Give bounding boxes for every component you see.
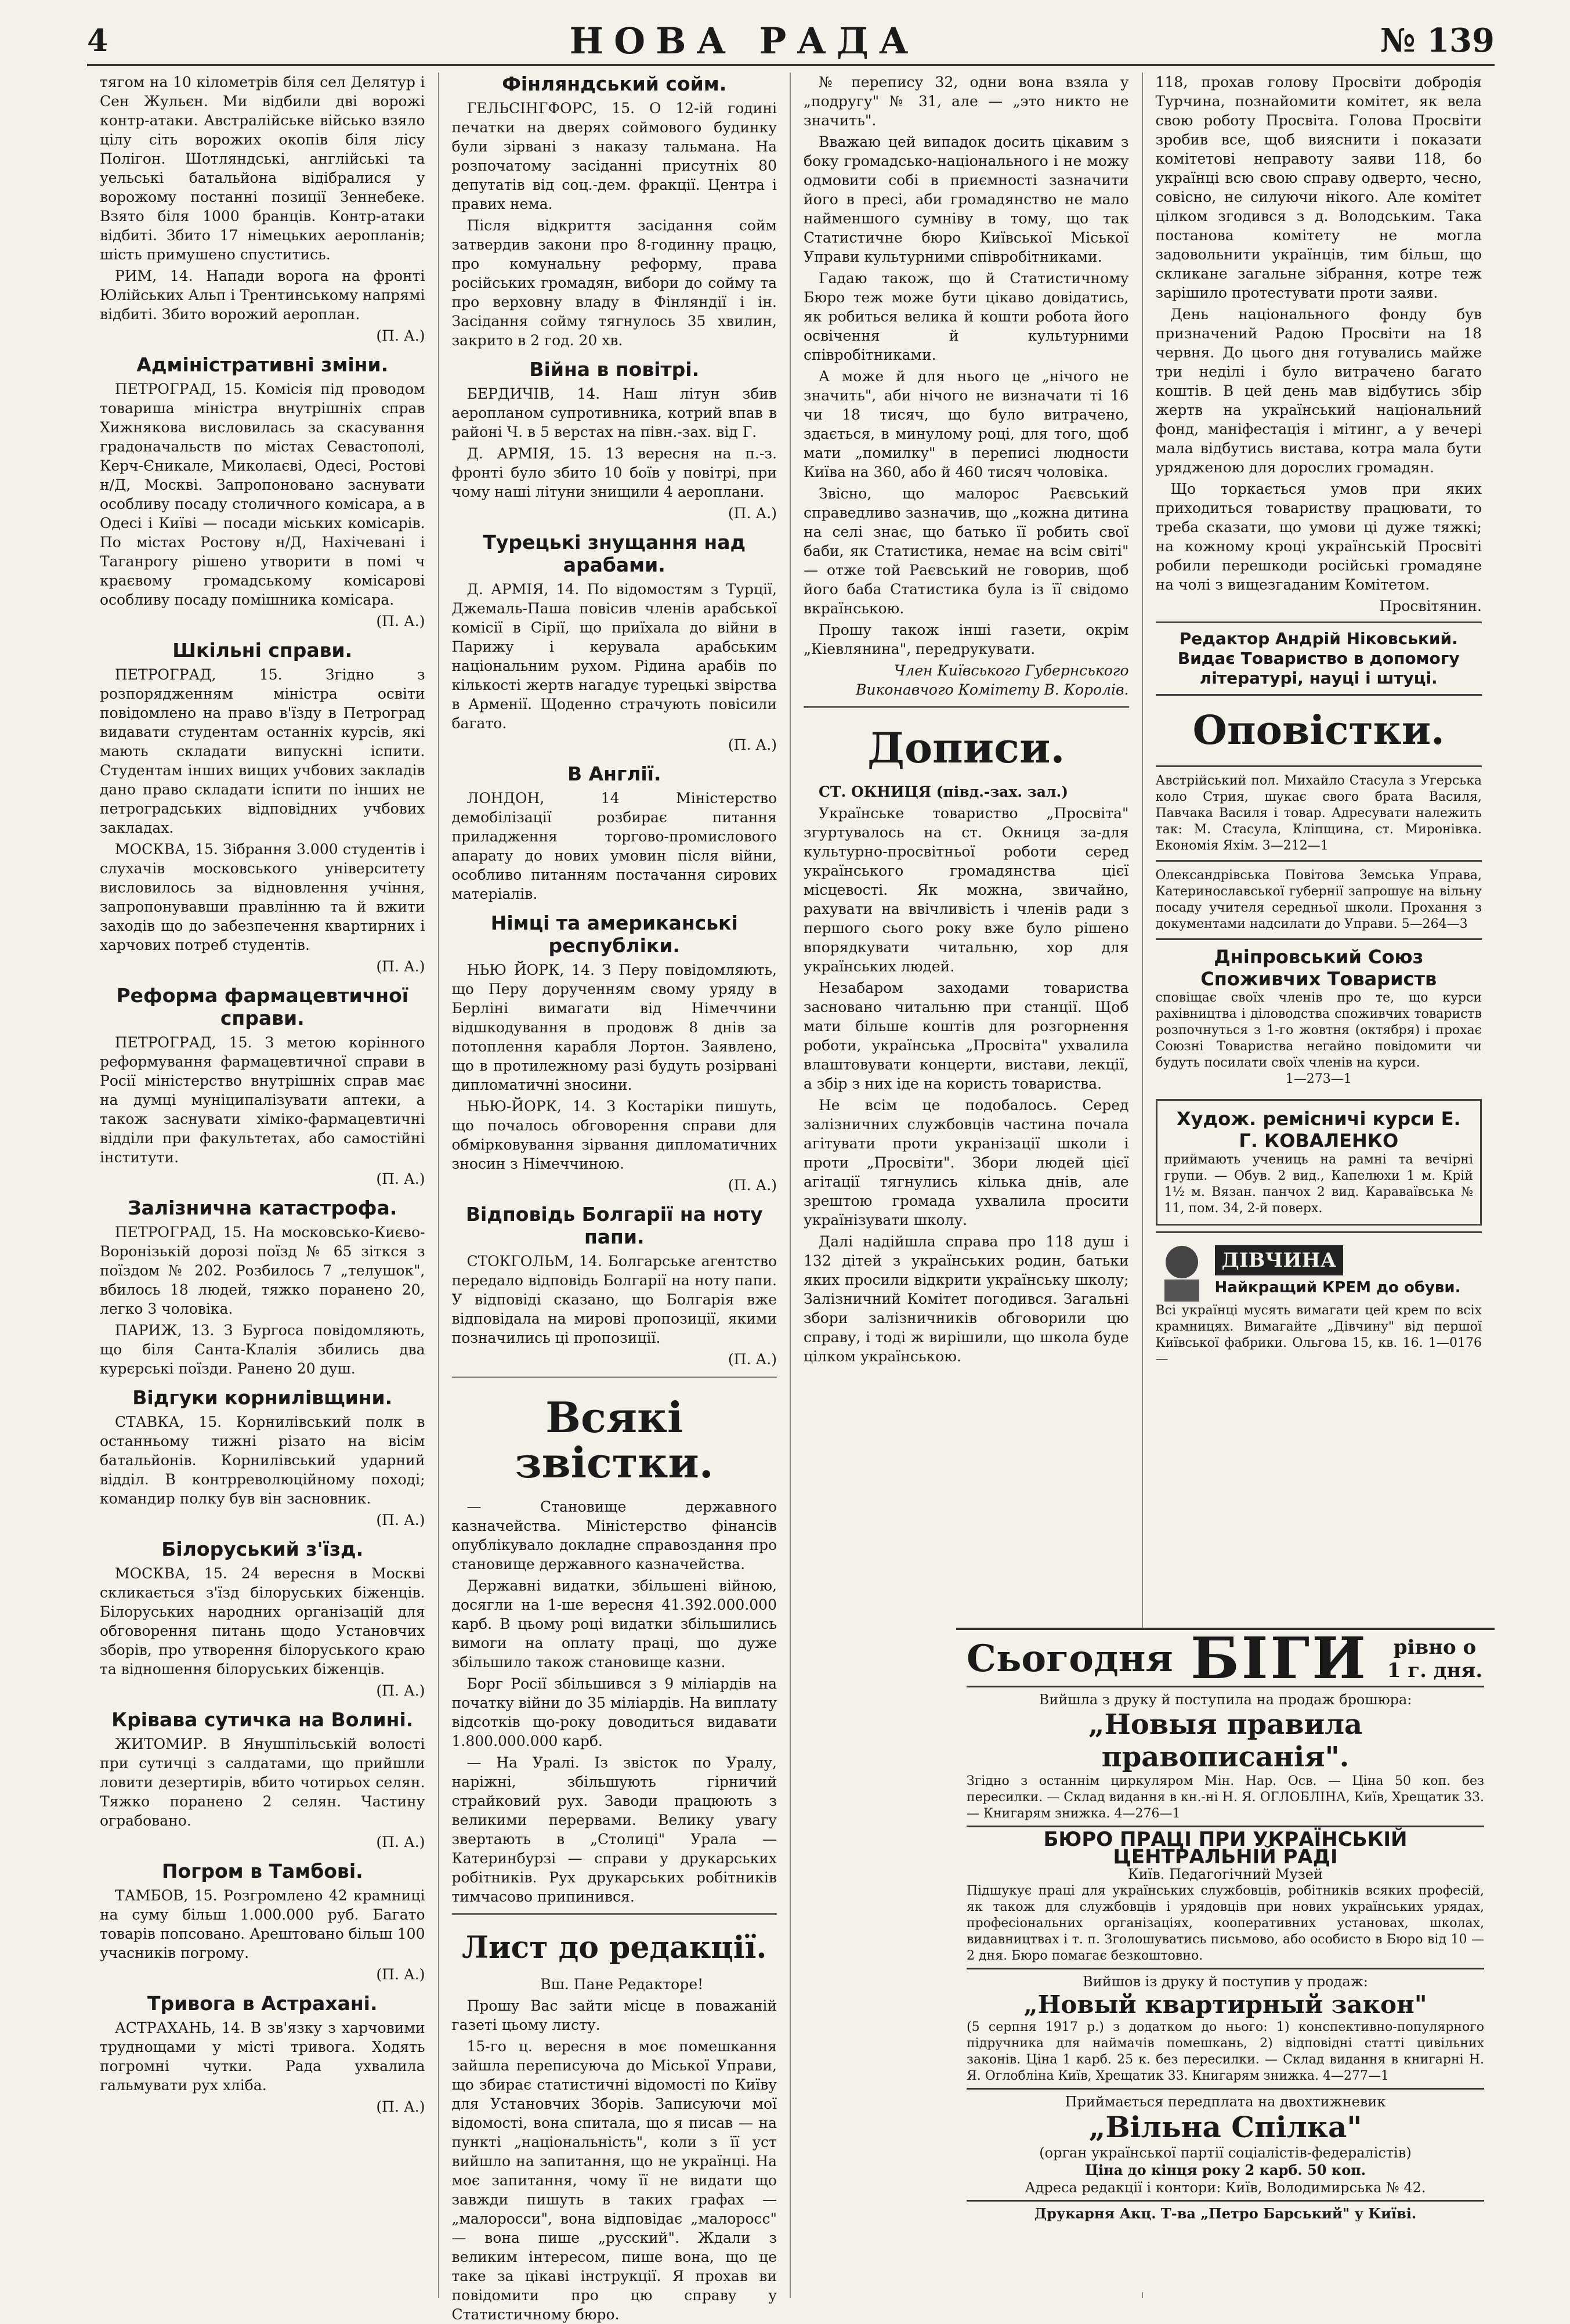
- article-text: Прошу також інші газети, окрім „Кіевлянина", передрукувати.: [804, 621, 1129, 657]
- article-text: 15-го ц. вересня в моє помешкання зайшла переписуюча до Міської Управи, що збирає статистичні відомості по Київу для Установчих Зборів. Записуючи мої відомості, вона спитала, що я писав — на пункті „національність", коли з її уст вийшло на запитання, що не українці. На моє запитання, чому її не видати що завжди пишуть в таких графах — „малоросси", вона відповідає „малоросс" — вона пише „русский". Ждали з великим інтересом, пише вона, що це таке за цікаві інструкції. Я прохав ви повідомити про цю справу у Статистичному бюро.: [451, 2038, 777, 2323]
- article-text: Не всім це подобалось. Серед залізничних службовців частина почала агітувати проти укранізації школи і проти „Просвіти". Збори людей цієї агітації тягнулись кілька днів, але зрештою громада ухвалила просити українізувати школу.: [804, 1097, 1129, 1228]
- ads-header: [1156, 694, 1482, 765]
- banner-time: рівно о 1 г. дня.: [1387, 1636, 1483, 1682]
- divider: [452, 1913, 777, 1915]
- ad-block: [1156, 860, 1482, 938]
- ads-title: Оповістки.: [1192, 707, 1445, 754]
- ad-text: (5 серпня 1917 р.) з додатком до нього: 1) конспективно-популярного підручника для наймачів помешкань, 2) відповідні статті цивільних законів. Ціна 1 карб. 25 к. без пересилки. — Склад видання в книгарні Н. Я. Оглобліна Київ, Хрещатик 33. Книгарям знижка. 4—277—1: [967, 2020, 1484, 2083]
- article-headline: Війна в повітрі.: [529, 358, 700, 381]
- article-text: Звісно, що малорос Раєвський справедливо зазначив, що „кожна дитина на селі знає, що батько її робить свої баби, як Статистика, немає на всім світі" — отже той Раєвський не говорив, щоб його баба Статистика була із її свідомо вкраїнською.: [804, 485, 1129, 617]
- article-text: СТАВКА, 15. Корнилівський полк в останньому тижні різато на вісім батальйонів. Корнилівський ударний відділ. В контрреволюційному поході; командир полку був він засновник.: [100, 1414, 425, 1507]
- article-text: ЖИТОМИР. В Янушпільській волості при сутичці з салдатами, що прийшли ловити дезертирів, вбито чотирьох селян. Тяжко поранено 2 селян. Частину ограбовано.: [100, 1736, 425, 1829]
- ad-labour-bureau: [967, 1826, 1484, 1964]
- girl-portrait-icon: [1156, 1239, 1208, 1303]
- article-headline: Тривога в Астрахані.: [147, 1992, 378, 2015]
- divider: [804, 706, 1129, 708]
- article-source: (П. А.): [376, 1512, 425, 1528]
- article-text: — Становище державного казначейства. Міністерство фінансів опублікувало докладне справоздання про становище державного казначейства.: [451, 1498, 777, 1573]
- article-text: Вважаю цей випадок досить цікавим з боку громадсько-національного і не можу одмовити собі в приємності зазначити його в пресі, аби громадянство не мало найменшого сумніву в тому, що так Статистичне бюро Київської Міської Управи культурними співробітниками.: [804, 133, 1129, 265]
- issue-number: № 139: [1380, 21, 1495, 60]
- article-headline: Відгуки корнилівщини.: [132, 1386, 393, 1409]
- article-text: День національного фонду був призначений Радою Просвіти на 18 червня. До цього дня готувались майже три неділі і було витрачено багато коштів. В цей день мав відбутись збір жертв на український національний фонд, маніфестація і мітинг, а у вечері мала відбутись вистава, котра мала бути урядженою для дорослих громадян.: [1155, 306, 1482, 476]
- article-source: (П. А.): [376, 613, 425, 630]
- article-headline: Шкільні справи.: [172, 639, 353, 662]
- article-source: (П. А.): [376, 1834, 425, 1850]
- ad-text: Всі українці мусять вимагати цей крем по всіх крамницях. Вимагайте „Дівчину" від першої Київської фабрики. Ольгова 15, кв. 16. 1—0176—: [1155, 1303, 1482, 1367]
- article-headline: Фінляндський сойм.: [502, 73, 727, 95]
- article-text: Що торкається умов при яких приходиться товариству працювати, то треба сказати, що умови ці дуже тяжкі; на кожному кроці українській Просвіті робили перешкоди російські громадяне на чолі з вищезгаданим Комітетом.: [1155, 480, 1482, 593]
- ad-block: [1156, 765, 1482, 860]
- letter-signature: Член Київського Губернського Виконавчого Комітету В. Королів.: [855, 662, 1129, 698]
- ad-housing-law: [967, 1968, 1484, 2084]
- article-text: НЬЮ ЙОРК, 14. З Перу повідомляють, що Перу дорученням свому уряду в Берліні вимагати від Німеччини відшкодування в продовж 8 днів за потоплення карабля Лортон. Заявлено, що в протилежному разі будуть розірвані дипломатичні зносини.: [451, 962, 777, 1093]
- article-text: ПЕТРОГРАД, 15. Комісія під проводом товариша міністра внутрішніх справ Хижнякова висловилась за скасування градоначальств по містах Севастополі, Керч-Єникале, Миколаєві, Одесі, Ростові н/Д, Москві. Запропоновано заснувати особливу посаду столичного комісара, а в Одесі і Київі — посади міських комісарів. По містах Ростову н/Д, Нахічевані і Таганрогу рішено утворити в помі ч краєвому громадському комісарові особливу посаду помішника комісара.: [100, 381, 425, 608]
- ad-address: Адреса редакції і контори: Київ, Володимирська № 42.: [1025, 2180, 1426, 2196]
- article-text: ПЕТРОГРАД, 15. На московсько-Києво-Воронізькій дорозі поїзд № 65 зіткся з поїздом № 202. Розбилось 7 „телушок", вбилось 18 людей, тяжко поранено 20, легко 3 чоловіка.: [100, 1224, 425, 1317]
- article-text: Незабаром заходами товариства засновано читальню при станції. Щоб мати більше коштів для розгорнення роботи, українська „Просвіта" ухвалила влаштовувати концерти, вистави, лекції, а збір з них іде на користь товариства.: [804, 980, 1129, 1092]
- ad-block: [1156, 938, 1482, 1093]
- article-source: (П. А.): [376, 1170, 425, 1187]
- article-text: БЕРДИЧІВ, 14. Наш літун збив аеропланом супротивника, котрий впав в районі Ч. в 5 верстах на півн.-зах. від Г.: [451, 385, 777, 440]
- article-source: (П. А.): [728, 736, 777, 753]
- ad-brand: ДІВЧИНА: [1215, 1245, 1344, 1275]
- ad-subtitle: (орган української партії соціалістів-федералістів): [1039, 2145, 1412, 2161]
- biga-banner: [967, 1625, 1484, 1692]
- article-source: (П. А.): [376, 1966, 425, 1983]
- letter-salutation: Вш. Пане Редакторе!: [540, 1976, 704, 1993]
- article-text: Д. АРМІЯ, 15. 13 вересня на п.-з. фронті було збито 10 боїв у повітрі, при чому наші літуни знищили 4 аероплани.: [451, 445, 777, 500]
- ad-intro: Вийшла з друку й поступила на продаж брошюра:: [1039, 1692, 1412, 1708]
- article-headline: Залізнична катастрофа.: [128, 1197, 397, 1219]
- article-text: ПЕТРОГРАД, 15. З метою корінного реформування фармацевтичної справи в Росії міністерство внутрішніх справ має на думці муніципалізувати аптеки, а також заснувати хіміко-фармацевтичні відділи при факультетах, або самостійні інститути.: [100, 1034, 425, 1166]
- masthead: [87, 17, 1495, 66]
- ad-block: [1156, 1231, 1482, 1374]
- page-number: 4: [87, 23, 108, 59]
- ad-code: 1—273—1: [1285, 1072, 1352, 1086]
- ad-text: сповіщає своїх членів про те, що курси рахівництва і діловодства споживчих товариств розпочнуться з 1-го жовтня (октября) і прохає Союзні Товариства негайно повідомити чи будуть посилати своїх членів на курси.: [1155, 991, 1482, 1070]
- article-headline: Погром в Тамбові.: [161, 1860, 363, 1882]
- banner-bigi: БІГИ: [1190, 1625, 1368, 1692]
- column-2: [439, 73, 791, 2323]
- section-headline: Дописи.: [867, 723, 1065, 772]
- article-text: № перепису 32, одни вона взяла у „подругу" № 31, але — „это никто не значить".: [804, 74, 1129, 129]
- editor-text: Редактор Андрій Ніковський. Видає Товариство в допомогу літературі, науці і штуці.: [1177, 629, 1460, 688]
- dateline: СТ. ОКНИЦЯ (півд.-зах. зал.): [819, 783, 1069, 800]
- article-text: ГЕЛЬСІНГФОРС, 15. О 12-ій годині печатки на дверях соймового будинку були зірвані з наказу тальмана. На розпочатому засіданні присутніх 80 депутатів від соц.-дем. фракції. Центра і правих нема.: [451, 100, 777, 212]
- divider: [452, 1376, 777, 1378]
- article-source: (П. А.): [376, 327, 425, 344]
- article-source: (П. А.): [376, 2098, 425, 2115]
- article-text: МОСКВА, 15. Зібрання 3.000 студентів і слухачів московського університету висловилось за відновлення учіння, запропонувавши правлінню та й вжити заходів що до забезпечення квартирних і харчових потреб студентів.: [100, 841, 425, 953]
- editor-imprint: [1156, 621, 1482, 694]
- article-text: Українське товариство „Просвіта" згуртувалось на ст. Окниця за-для культурно-просвітньої роботи серед українського громадянства цієї місцевості. Як можна, звичайно, рахувати на ввічливість і членів ради з першого сього року вже було рішено впорядкувати читальню, хор для українських людей.: [804, 805, 1129, 975]
- section-headline: Всякі звістки.: [515, 1393, 714, 1487]
- article-text: ТАМБОВ, 15. Розгромлено 42 крамниці на суму більш 1.000.000 руб. Багато товарів попсовано. Арештовано більш 100 учасників погрому.: [100, 1887, 425, 1961]
- article-source: (П. А.): [728, 1351, 777, 1368]
- article-source: (П. А.): [376, 958, 425, 975]
- article-source: (П. А.): [376, 1682, 425, 1699]
- ad-title: „Новый квартирный закон": [1023, 1990, 1427, 2019]
- article-headline: Відповідь Болгарії на ноту папи.: [465, 1203, 763, 1248]
- banner-today: Сьогодня: [967, 1637, 1173, 1680]
- ad-subtitle: Київ. Педагогічний Музей: [1128, 1866, 1323, 1882]
- article-source: (П. А.): [728, 505, 777, 522]
- article-text: Гадаю також, що й Статистичному Бюро теж може бути цікаво довідатись, як робиться велика й кошти робота його освічення й культурними співробітниками.: [804, 270, 1129, 363]
- ad-title: Дніпровський Союз Споживчих Товариств: [1200, 946, 1437, 990]
- article-text: ЛОНДОН, 14 Міністерство демобілізації розбирає питання приладження торгово-промислового апарату до нових умовин після війни, особливо питанням постачання сирових матеріалів.: [451, 790, 777, 902]
- article-headline: Адміністративні зміни.: [136, 353, 389, 376]
- ad-text: Австрійський пол. Михайло Стасула з Угерська коло Стрия, шукає свого брата Василя, Павчака Василя і товар. Адресувати належить так: М. Стасула, Кліпщина, ст. Миронівка. Економія Яхім. 3—212—1: [1155, 774, 1482, 853]
- ad-block: [1156, 1099, 1482, 1226]
- article-text: ПАРИЖ, 13. З Бургоса повідомляють, що біля Санта-Клалія збились два курєрські поїзди. Ранено 20 душ.: [100, 1322, 425, 1377]
- ad-vilna-spilka: [967, 2088, 1484, 2196]
- article-headline: Білоруський з'їзд.: [161, 1538, 364, 1560]
- article-text: РИМ, 14. Напади ворога на фронті Юлійських Альп і Трентинському напрямі відбиті. Збито ворожий аероплан.: [100, 268, 425, 323]
- ad-tagline: Найкращий КРЕМ до обуви.: [1214, 1279, 1461, 1296]
- article-text: Державні видатки, збільшені війною, досягли на 1-ше вересня 41.392.000.000 карб. В цьому році видатки збільшились вимоги на оплату праці, що дуже збільшило також становище казни.: [451, 1577, 777, 1671]
- ad-brochure: [967, 1686, 1484, 1822]
- bottom-ads: [956, 1625, 1495, 2292]
- newspaper-title: НОВА РАДА: [569, 19, 919, 62]
- article-headline: Реформа фармацевтичної справи.: [116, 984, 409, 1029]
- ad-intro: Вийшов із друку й поступив у продаж:: [1083, 1974, 1368, 1990]
- article-text: 118, прохав голову Просвіти добродія Турчина, познайомити комітет, як вела свою роботу Просвіта. Голова Просвіти зробив все, щоб вияснити і показати комітетові неправоту заяви 118, бо українці всю свою справу одверто, чесно, совісно, не силуючи нікого. Але комітет цілком згодився з д. Володським. Така постанова комітету не могла задовольнити українців, тим більш, що скликане загальне зібрання, котре теж зарішило протестувати проти заяви.: [1155, 74, 1482, 301]
- ad-intro: Приймається передплата на двохтижневик: [1065, 2094, 1386, 2110]
- printer-imprint: Друкарня Акц. Т-ва „Петро Барський" у Київі.: [967, 2200, 1484, 2222]
- article-text: Прошу Вас зайти місце в поважаній газеті цьому листу.: [451, 1997, 777, 2033]
- article-headline: В Англії.: [567, 762, 661, 785]
- article-text: МОСКВА, 15. 24 вересня в Москві скликається з'їзд білоруських біженців. Білоруських народних організацій для обговорення питань щодо Установчих зборів, про утворення білоруського краю та відношення білоруських біженців.: [100, 1565, 425, 1678]
- ad-title: Худож. ремісничі курси Е. Г. КОВАЛЕНКО: [1176, 1108, 1461, 1152]
- section-headline: Лист до редакції.: [462, 1930, 767, 1965]
- article-text: тягом на 10 кілометрів біля сел Делятур і Сен Жульєн. Ми відбили дві ворожі контр-атаки. Австралійське військо взяло цілу сіть ворожих окопів біля лісу Полігон. Шотляндські, англійські та уельські батальйона відібралися у ворожому постанні позиції Зеннебеке. Взято біля 1000 бранців. Контр-атаки відбиті. Збито 17 німецьких аеропланів; шість примушено спуститись.: [100, 74, 425, 263]
- ad-text: Олександрівська Повітова Земська Управа, Катеринославської губернії запрошує на вільну посаду учителя середньої школи. Прохання з документами надсилати до Управи. 5—264—3: [1155, 868, 1482, 931]
- article-headline: Крівава сутичка на Волині.: [111, 1708, 414, 1731]
- ad-price: Ціна до кінця року 2 карб. 50 коп.: [1084, 2162, 1366, 2178]
- ad-text: Підшукує праці для українських службовців, робітників всяких професій, як також для службовців і урядовців при нових українських урядах, професіональних організаціях, кооперативних установах, школах, видавництвах і т. п. Зголошуватись письмово, або особисто в Бюро від 10 — 2 дня. Бюро помагає безкоштовно.: [967, 1884, 1484, 1963]
- article-headline: Німці та американські республіки.: [490, 912, 738, 957]
- article-text: ПЕТРОГРАД, 15. Згідно з розпорядженням міністра освіти повідомлено на право в'їзду в Петроград видавати студентам останніх курсів, які мають складати випускні іспити. Студентам інших вищих учбових закладів дано право складати іспити по інших не петроградських відповідних учбових закладах.: [100, 666, 425, 836]
- ad-text: Згідно з останнім циркуляром Мін. Нар. Осв. — Ціна 50 коп. без пересилки. — Склад видання в кн.-ні Н. Я. ОГЛОБЛІНА, Київ, Хрещатик 33. — Книгарям знижка. 4—276—1: [967, 1774, 1484, 1821]
- article-text: Після відкриття засідання сойм затвердив закони про 8-годинну працю, про комунальну реформу, права російських громадян, вибори до сойму та про верховну владу в Фінляндії і ін. Засідання сойму тягнулось 35 хвилин, закрито в 2 год. 20 хв.: [451, 217, 777, 349]
- article-signature: Просвітянин.: [1379, 598, 1482, 615]
- ad-title: „Вільна Спілка": [1088, 2110, 1362, 2144]
- article-headline: Турецькі знущання над арабами.: [483, 531, 746, 576]
- article-text: Д. АРМІЯ, 14. По відомостям з Турції, Джемаль-Паша повісив членів арабської комісії в Сірії, що приїхала до війни в Парижу і керувала арабським національним рухом. Рідина арабів по кількості жертв нагадує турецькі звірства в Арменії. Щоденно страчують повісили багато.: [451, 581, 777, 732]
- ad-title: БЮРО ПРАЦІ ПРИ УКРАЇНСЬКІЙ ЦЕНТРАЛЬНІЙ РАДІ: [1043, 1828, 1408, 1868]
- column-1: [87, 73, 439, 2298]
- article-text: А може й для нього це „нічого не значить", аби нічого не визначати ті 16 чи 18 тисяч, що було витрачено, здається, в минулому році, для того, щоб мати „помилку" в переписі людности Київа на 360, або й 460 тисяч чоловіка.: [804, 368, 1129, 480]
- ad-text: приймають учениць на рамні та вечірні групи. — Обув. 2 вид., Капелюхи 1 м. Крій 1½ м. Вязан. панчох 2 вид. Караваївська № 11, пом. 34, 2-й поверх.: [1164, 1152, 1473, 1216]
- article-text: Борг Росії збільшився з 9 міліардів на початку війни до 35 міліардів. На виплату відсотків що-року доводиться видавати 1.800.000.000 карб.: [451, 1675, 777, 1750]
- article-source: (П. А.): [728, 1177, 777, 1194]
- article-text: НЬЮ-ЙОРК, 14. З Костаріки пишуть, що почалось обговорення справи для обмірковування зірвання дипломатичних зносин з Німеччиною.: [451, 1098, 777, 1172]
- article-text: — На Уралі. Із звісток по Уралу, наріжні, збільшують гірничий страйковий рух. Заводи працюють з великими перервами. Велику увагу звертають в „Столиці" Урала — Катеринбурзі — справи у друкарських робітників. Рух друкарських робітників тимчасово припинився.: [451, 1754, 777, 1905]
- article-text: СТОКГОЛЬМ, 14. Болгарське агентство передало відповідь Болгарії на ноту папи. У відповіді сказано, що Болгарія вже відповідала на мирові пропозиції, якими позначились ці пропозиції.: [451, 1253, 777, 1346]
- ad-title: „Новыя правила правописанія".: [1088, 1708, 1363, 1773]
- article-text: Далі надійшла справа про 118 душ і 132 дітей з українських родин, батьки яких просили відкрити українську школу; Залізничний Комітет погодився. Загальні збори залізничників обговорили цю справу, і тоді ж вирішили, що школа буде цілком українською.: [804, 1233, 1129, 1365]
- article-text: АСТРАХАНЬ, 14. В зв'язку з харчовими труднощами у місті тривога. Ходять погромні чутки. Рада ухвалила гальмувати рух хліба.: [100, 2019, 425, 2094]
